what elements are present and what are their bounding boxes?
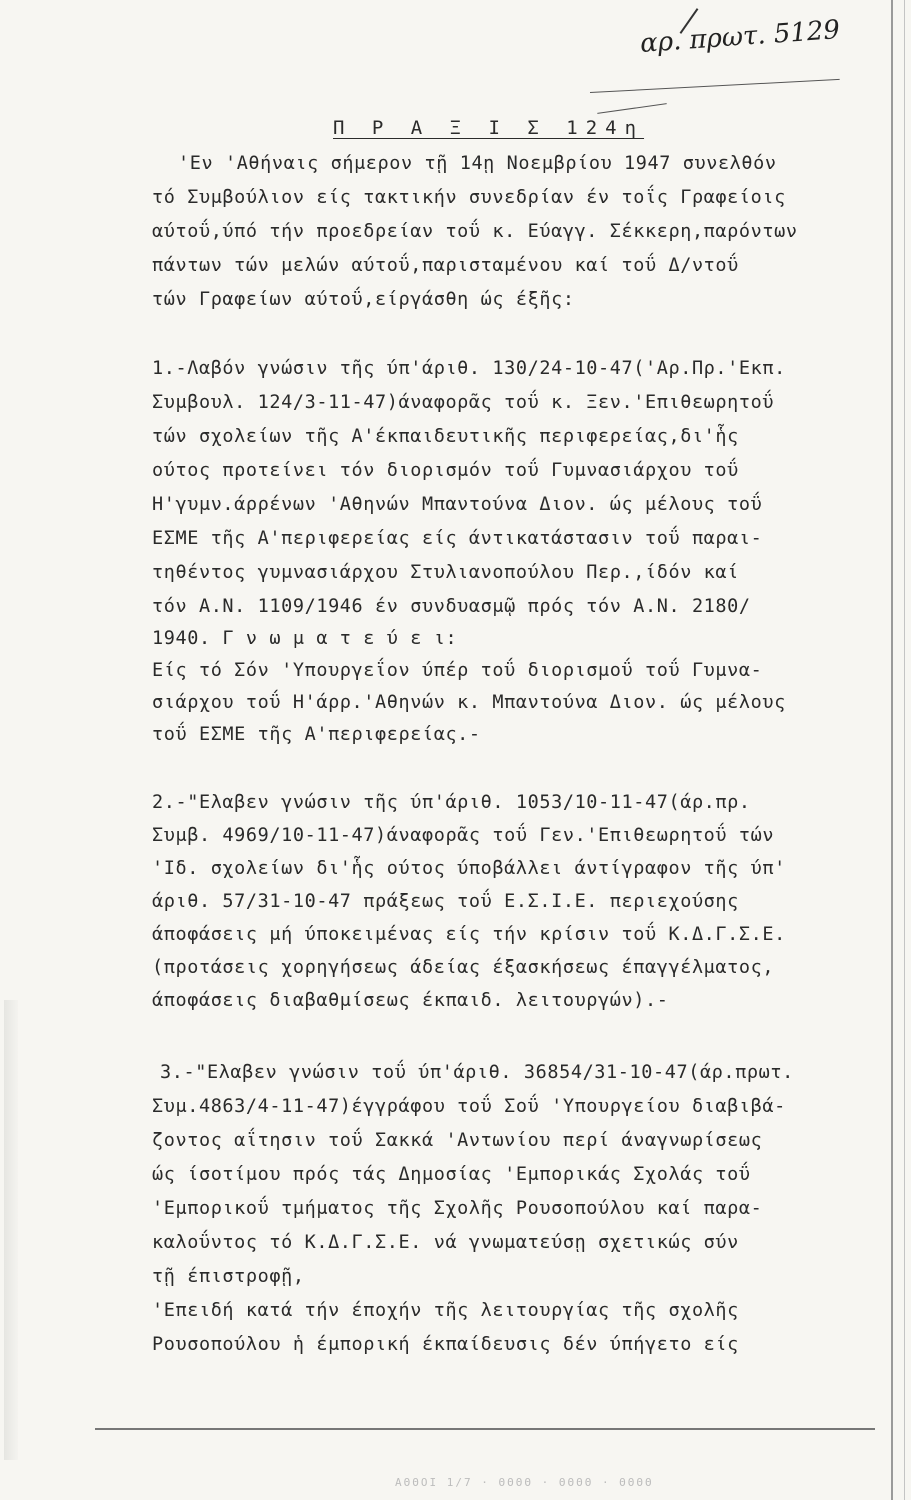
page-edge-left-shadow	[4, 1000, 18, 1460]
handwritten-note: αρ. πρωτ. 5129	[639, 15, 841, 59]
title-underline-tail	[597, 103, 666, 114]
text-line: σιάρχου τοΰ Η'άρρ.'Αθηνών κ. Μπαντούνα Διον. ώς μέλους	[152, 692, 786, 713]
text-line: 2.-"Ελαβεν γνώσιν τῆς ύπ'άριθ. 1053/10-11-47(άρ.πρ.	[152, 792, 751, 813]
text-line: ΕΣΜΕ τῆς Α'περιφερείας είς άντικατάστασιν τοΰ παραι-	[152, 528, 763, 549]
text-line: τών Γραφείων αύτοΰ,είργάσθη ώς έξῆς:	[152, 289, 575, 310]
text-line: 3.-"Ελαβεν γνώσιν τοΰ ύπ'άριθ. 36854/31-10-47(άρ.πρωτ.	[160, 1062, 794, 1083]
text-line: 'Επειδή κατά τήν έποχήν τῆς λειτουργίας τῆς σχολῆς	[152, 1300, 739, 1321]
text-line: τοΰ ΕΣΜΕ τῆς Α'περιφερείας.-	[152, 724, 481, 745]
text-line: άποφάσεις μή ύποκειμένας είς τήν κρίσιν τοΰ Κ.Δ.Γ.Σ.Ε.	[152, 924, 786, 945]
text-line: Είς τό Σόν 'Υπουργεΐον ύπέρ τοΰ διορισμοΰ τοΰ Γυμνα-	[152, 660, 763, 681]
text-line: Συμβ. 4969/10-11-47)άναφορᾶς τοΰ Γεν.'Επιθεωρητοΰ τών	[152, 825, 775, 846]
text-line: άριθ. 57/31-10-47 πράξεως τοΰ Ε.Σ.Ι.Ε. περιεχούσης	[152, 891, 739, 912]
text-line: 'Εμπορικοΰ τμήματος τῆς Σχολῆς Ρουσοπούλου καί παρα-	[152, 1198, 763, 1219]
text-line: 'Ιδ. σχολείων δι'ἧς ούτος ύποβάλλει άντίγραφον τῆς ύπ'	[152, 858, 786, 879]
text-line: 'Εν 'Αθήναις σήμερον τῇ 14ῃ Νοεμβρίου 1947 συνελθόν	[178, 153, 777, 174]
text-line: τῇ έπιστροφῇ,	[152, 1266, 305, 1287]
text-line: (προτάσεις χορηγήσεως άδείας έξασκήσεως έπαγγέλματος,	[152, 957, 775, 978]
page-edge-right-faint	[904, 0, 905, 1500]
text-line: άποφάσεις διαβαθμίσεως έκπαιδ. λειτουργών).-	[152, 990, 669, 1011]
document-title: Π Ρ Α Ξ Ι Σ 124η	[333, 117, 645, 139]
text-line: Συμβουλ. 124/3-11-47)άναφορᾶς τοΰ κ. Ξεν.'Επιθεωρητοΰ	[152, 392, 775, 413]
text-line: τών σχολείων τῆς Α'έκπαιδευτικῆς περιφερείας,δι'ἧς	[152, 426, 739, 447]
text-line: τό Συμβούλιον είς τακτικήν συνεδρίαν έν τοΐς Γραφείοις	[152, 187, 786, 208]
text-line: τόν Α.Ν. 1109/1946 έν συνδυασμῷ πρός τόν Α.Ν. 2180/	[152, 596, 751, 617]
text-line: 1940. Γ ν ω μ α τ ε ύ ε ι:	[152, 628, 458, 649]
text-line: ώς ίσοτίμου πρός τάς Δημοσίας 'Εμπορικάς Σχολάς τοΰ	[152, 1164, 751, 1185]
text-line: 1.-Λαβόν γνώσιν τῆς ύπ'άριθ. 130/24-10-47('Αρ.Πρ.'Εκπ.	[152, 358, 786, 379]
text-line: πάντων τών μελών αύτοΰ,παρισταμένου καί τοΰ Δ/ντοΰ	[152, 255, 739, 276]
handwritten-rule	[590, 79, 840, 93]
text-line: καλοΰντος τό Κ.Δ.Γ.Σ.Ε. νά γνωματεύσῃ σχετικώς σύν	[152, 1232, 739, 1253]
text-line: Ρουσοπούλου ἡ έμπορική έκπαίδευσις δέν ύπήγετο είς	[152, 1334, 739, 1355]
text-line: ούτος προτείνει τόν διορισμόν τοΰ Γυμνασιάρχου τοΰ	[152, 460, 739, 481]
text-line: Συμ.4863/4-11-47)έγγράφου τοΰ Σοΰ 'Υπουργείου διαβιβά-	[152, 1096, 786, 1117]
footer-stamp: ΑΘΘΟΙ 1/7 · ΘΘΘΘ · ΘΘΘΘ · ΘΘΘΘ	[395, 1476, 654, 1489]
text-line: αύτοΰ,ύπό τήν προεδρείαν τοΰ κ. Εύαγγ. Σέκκερη,παρόντων	[152, 221, 798, 242]
text-line: ζοντος αΐτησιν τοΰ Σακκά 'Αντωνίου περί άναγνωρίσεως	[152, 1130, 763, 1151]
text-line: Η'γυμν.άρρένων 'Αθηνών Μπαντούνα Διον. ώς μέλους τοΰ	[152, 494, 763, 515]
bottom-rule	[95, 1428, 875, 1430]
page-edge-right	[891, 0, 893, 1500]
text-line: τηθέντος γυμνασιάρχου Στυλιανοπούλου Περ.,ίδόν καί	[152, 562, 739, 583]
